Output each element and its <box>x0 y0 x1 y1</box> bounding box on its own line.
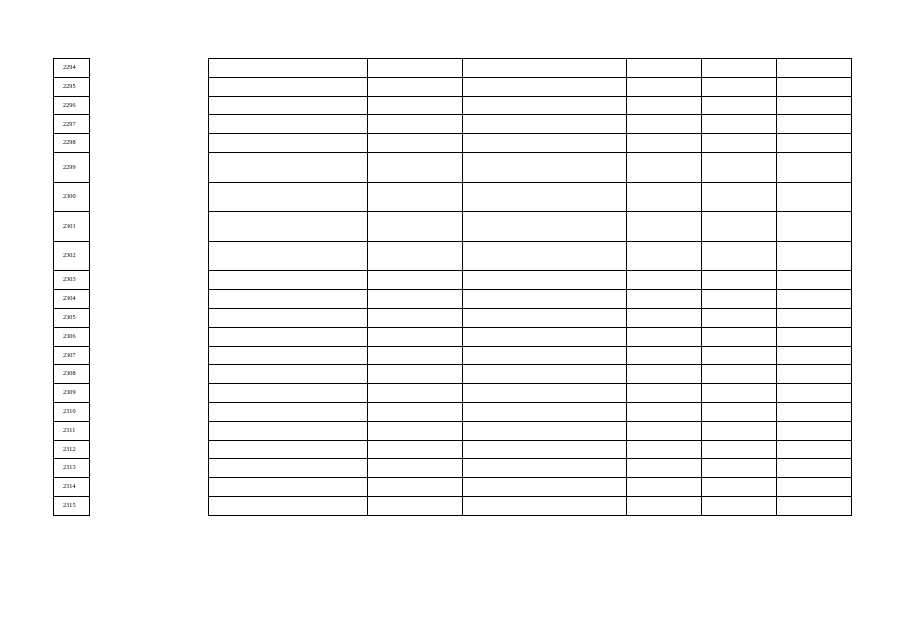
rate-cell <box>702 182 777 212</box>
cadastral-number-cell <box>368 271 463 290</box>
rate-cell <box>702 478 777 497</box>
row-number-cell: 2304 <box>54 290 90 309</box>
row-number-cell: 2298 <box>54 134 90 153</box>
spacer-cell <box>90 96 209 115</box>
land-use-cell <box>463 459 627 478</box>
area-cell <box>627 421 702 440</box>
address-cell <box>209 241 368 271</box>
land-use-cell <box>463 327 627 346</box>
spacer-cell <box>90 59 209 78</box>
cadastral-value-cell <box>777 365 852 384</box>
land-use-cell <box>463 59 627 78</box>
cadastral-value-cell <box>777 327 852 346</box>
row-number-cell: 2297 <box>54 115 90 134</box>
cadastral-value-cell <box>777 271 852 290</box>
cadastral-number-cell <box>368 346 463 365</box>
spacer-cell <box>90 365 209 384</box>
land-use-cell <box>463 290 627 309</box>
row-number-cell: 2296 <box>54 96 90 115</box>
cadastral-value-cell <box>777 152 852 182</box>
row-number-cell: 2294 <box>54 59 90 78</box>
cadastral-number-cell <box>368 384 463 403</box>
land-use-cell <box>463 182 627 212</box>
spacer-cell <box>90 271 209 290</box>
land-use-cell <box>463 271 627 290</box>
spacer-cell <box>90 152 209 182</box>
address-cell <box>209 421 368 440</box>
table-row <box>54 421 852 440</box>
cadastral-value-cell <box>777 59 852 78</box>
cadastral-value-cell <box>777 115 852 134</box>
table-row <box>54 271 852 290</box>
cadastral-value-cell <box>777 421 852 440</box>
table-row <box>54 459 852 478</box>
spacer-cell <box>90 182 209 212</box>
cadastral-value-cell <box>777 440 852 459</box>
address-cell <box>209 212 368 242</box>
spacer-cell <box>90 134 209 153</box>
cadastral-number-cell <box>368 308 463 327</box>
rate-cell <box>702 59 777 78</box>
cadastral-value-cell <box>777 182 852 212</box>
spacer-cell <box>90 77 209 96</box>
table-row <box>54 115 852 134</box>
area-cell <box>627 327 702 346</box>
land-use-cell <box>463 496 627 515</box>
land-use-cell <box>463 384 627 403</box>
cadastral-number-cell <box>368 241 463 271</box>
rate-cell <box>702 496 777 515</box>
row-number-cell: 2295 <box>54 77 90 96</box>
address-cell <box>209 134 368 153</box>
address-cell <box>209 271 368 290</box>
rate-cell <box>702 459 777 478</box>
area-cell <box>627 459 702 478</box>
table-row <box>54 440 852 459</box>
spacer-cell <box>90 384 209 403</box>
land-use-cell <box>463 96 627 115</box>
cadastral-number-cell <box>368 440 463 459</box>
cadastral-value-cell <box>777 212 852 242</box>
row-number-cell: 2310 <box>54 402 90 421</box>
land-use-cell <box>463 212 627 242</box>
table-row <box>54 384 852 403</box>
table-row <box>54 152 852 182</box>
area-cell <box>627 212 702 242</box>
address-cell <box>209 308 368 327</box>
rate-cell <box>702 346 777 365</box>
row-number-cell: 2299 <box>54 152 90 182</box>
area-cell <box>627 182 702 212</box>
area-cell <box>627 308 702 327</box>
table-row <box>54 402 852 421</box>
rate-cell <box>702 134 777 153</box>
table-row <box>54 478 852 497</box>
area-cell <box>627 96 702 115</box>
land-use-cell <box>463 134 627 153</box>
area-cell <box>627 152 702 182</box>
area-cell <box>627 478 702 497</box>
spacer-cell <box>90 459 209 478</box>
cadastral-value-cell <box>777 459 852 478</box>
spacer-cell <box>90 115 209 134</box>
row-number-cell: 2309 <box>54 384 90 403</box>
cadastral-number-cell <box>368 327 463 346</box>
rate-cell <box>702 241 777 271</box>
land-use-cell <box>463 402 627 421</box>
table-row <box>54 308 852 327</box>
table-row <box>54 290 852 309</box>
row-number-cell: 2315 <box>54 496 90 515</box>
land-use-cell <box>463 478 627 497</box>
address-cell <box>209 496 368 515</box>
area-cell <box>627 134 702 153</box>
area-cell <box>627 402 702 421</box>
table-row <box>54 212 852 242</box>
row-number-cell: 2314 <box>54 478 90 497</box>
cadastral-number-cell <box>368 115 463 134</box>
table-row <box>54 327 852 346</box>
address-cell <box>209 346 368 365</box>
table-body <box>54 59 852 516</box>
spacer-cell <box>90 346 209 365</box>
rate-cell <box>702 115 777 134</box>
land-use-cell <box>463 440 627 459</box>
cadastral-number-cell <box>368 402 463 421</box>
address-cell <box>209 77 368 96</box>
cadastral-value-cell <box>777 402 852 421</box>
land-plots-table <box>53 58 852 516</box>
table-row <box>54 134 852 153</box>
cadastral-number-cell <box>368 365 463 384</box>
spacer-cell <box>90 440 209 459</box>
rate-cell <box>702 77 777 96</box>
cadastral-number-cell <box>368 290 463 309</box>
land-use-cell <box>463 421 627 440</box>
address-cell <box>209 440 368 459</box>
land-use-cell <box>463 308 627 327</box>
row-number-cell: 2305 <box>54 308 90 327</box>
row-number-cell: 2312 <box>54 440 90 459</box>
cadastral-number-cell <box>368 96 463 115</box>
cadastral-number-cell <box>368 478 463 497</box>
area-cell <box>627 271 702 290</box>
cadastral-value-cell <box>777 290 852 309</box>
rate-cell <box>702 96 777 115</box>
cadastral-number-cell <box>368 77 463 96</box>
address-cell <box>209 402 368 421</box>
cadastral-number-cell <box>368 134 463 153</box>
rate-cell <box>702 212 777 242</box>
land-use-cell <box>463 241 627 271</box>
row-number-cell: 2303 <box>54 271 90 290</box>
table-row <box>54 59 852 78</box>
address-cell <box>209 152 368 182</box>
cadastral-value-cell <box>777 496 852 515</box>
spacer-cell <box>90 290 209 309</box>
area-cell <box>627 440 702 459</box>
rate-cell <box>702 152 777 182</box>
address-cell <box>209 365 368 384</box>
table-row <box>54 346 852 365</box>
rate-cell <box>702 440 777 459</box>
table-row <box>54 77 852 96</box>
cadastral-value-cell <box>777 384 852 403</box>
land-use-cell <box>463 77 627 96</box>
rate-cell <box>702 384 777 403</box>
cadastral-number-cell <box>368 421 463 440</box>
rate-cell <box>702 402 777 421</box>
area-cell <box>627 115 702 134</box>
land-use-cell <box>463 152 627 182</box>
address-cell <box>209 327 368 346</box>
row-number-cell: 2302 <box>54 241 90 271</box>
cadastral-number-cell <box>368 59 463 78</box>
cadastral-number-cell <box>368 496 463 515</box>
spacer-cell <box>90 421 209 440</box>
cadastral-value-cell <box>777 134 852 153</box>
spacer-cell <box>90 327 209 346</box>
row-number-cell: 2301 <box>54 212 90 242</box>
area-cell <box>627 290 702 309</box>
spacer-cell <box>90 478 209 497</box>
cadastral-value-cell <box>777 96 852 115</box>
area-cell <box>627 77 702 96</box>
area-cell <box>627 496 702 515</box>
rate-cell <box>702 271 777 290</box>
cadastral-value-cell <box>777 346 852 365</box>
land-use-cell <box>463 115 627 134</box>
land-use-cell <box>463 365 627 384</box>
address-cell <box>209 459 368 478</box>
table-row <box>54 365 852 384</box>
address-cell <box>209 384 368 403</box>
area-cell <box>627 346 702 365</box>
table-row <box>54 182 852 212</box>
row-number-cell: 2307 <box>54 346 90 365</box>
table-row <box>54 241 852 271</box>
row-number-cell: 2313 <box>54 459 90 478</box>
cadastral-number-cell <box>368 152 463 182</box>
area-cell <box>627 384 702 403</box>
cadastral-value-cell <box>777 308 852 327</box>
spacer-cell <box>90 212 209 242</box>
land-use-cell <box>463 346 627 365</box>
spacer-cell <box>90 496 209 515</box>
area-cell <box>627 365 702 384</box>
rate-cell <box>702 421 777 440</box>
spacer-cell <box>90 402 209 421</box>
address-cell <box>209 96 368 115</box>
address-cell <box>209 59 368 78</box>
row-number-cell: 2300 <box>54 182 90 212</box>
address-cell <box>209 290 368 309</box>
table-row <box>54 96 852 115</box>
cadastral-value-cell <box>777 478 852 497</box>
rate-cell <box>702 290 777 309</box>
row-number-cell: 2308 <box>54 365 90 384</box>
cadastral-number-cell <box>368 459 463 478</box>
row-number-cell: 2311 <box>54 421 90 440</box>
cadastral-value-cell <box>777 241 852 271</box>
spacer-cell <box>90 308 209 327</box>
address-cell <box>209 115 368 134</box>
spacer-cell <box>90 241 209 271</box>
rate-cell <box>702 365 777 384</box>
table-row <box>54 496 852 515</box>
row-number-cell: 2306 <box>54 327 90 346</box>
rate-cell <box>702 327 777 346</box>
rate-cell <box>702 308 777 327</box>
cadastral-number-cell <box>368 212 463 242</box>
address-cell <box>209 478 368 497</box>
cadastral-number-cell <box>368 182 463 212</box>
cadastral-value-cell <box>777 77 852 96</box>
address-cell <box>209 182 368 212</box>
area-cell <box>627 59 702 78</box>
area-cell <box>627 241 702 271</box>
